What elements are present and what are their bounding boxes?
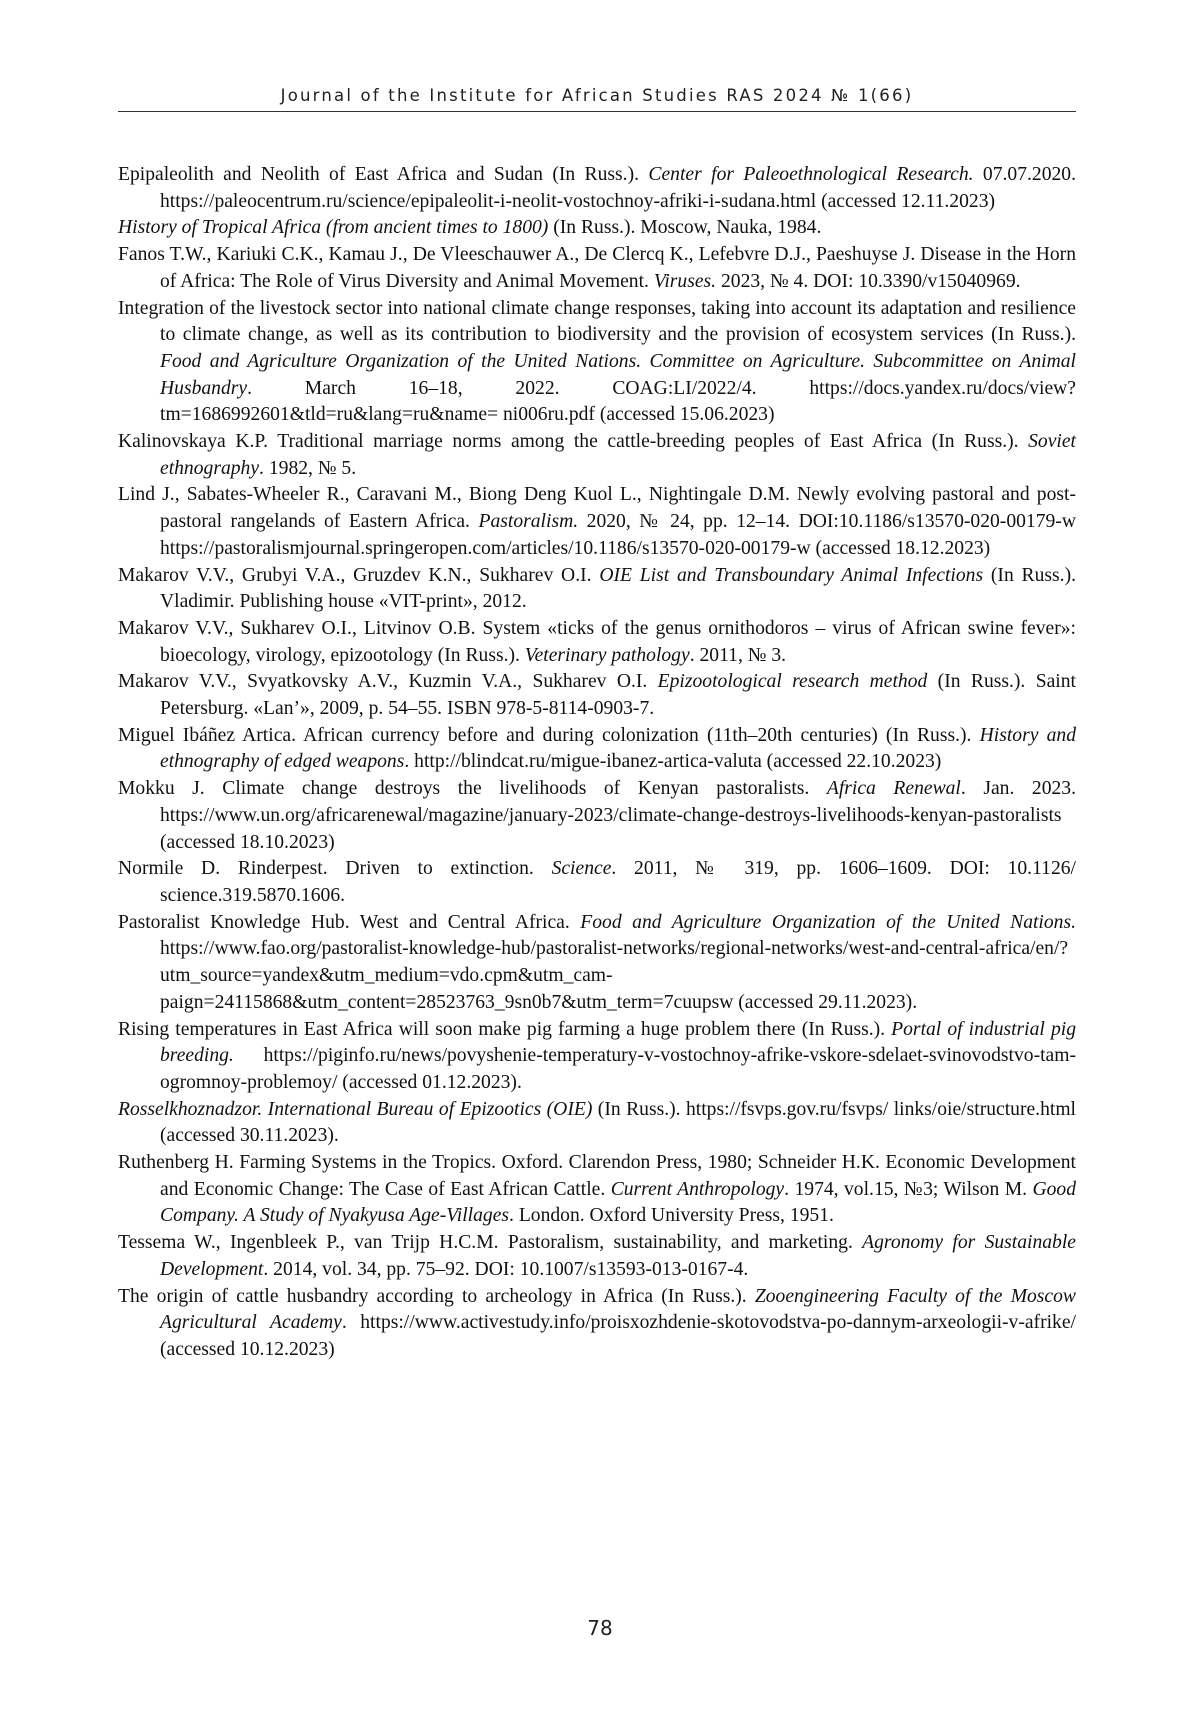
reference-text: 2020, № 24, pp. 12–14. DOI:10.1186/s13570-020-00179-w https://pastoralismjournal.springeropen.com/articles/10.1186/s13570-020-00179-w (accessed 18.12.2023) [160, 511, 1076, 559]
reference-entry [118, 776, 1076, 856]
reference-text: . 1982, № 5. [259, 457, 357, 479]
reference-text: Makarov V.V., Grubyi V.A., Gruzdev K.N., Sukharev O.I. [118, 564, 600, 586]
reference-text: . http://blindcat.ru/migue-ibanez-artica-valuta (accessed 22.10.2023) [404, 751, 942, 773]
reference-text: . 1974, vol.15, №3; Wilson M. [784, 1178, 1033, 1200]
reference-text: (In Russ.). https://fsvps.gov.ru/fsvps/ links/oie/structure.html (accessed 30.11.2023). [160, 1098, 1077, 1147]
reference-text: 07.07.2020. https://paleocentrum.ru/science/epipaleolit-i-neolit-vostochnoy-afriki-i-sudana.html (accessed 12.11.2023) [160, 164, 1077, 212]
reference-entry [118, 563, 1076, 616]
reference-italic-text: Zooengineering Faculty of the Moscow Agricultural Academy [160, 1285, 1076, 1334]
reference-text: (In Russ.). Saint Petersburg. «Lan’», 2009, p. 54–55. ISBN 978-5-8114-0903-7. [160, 671, 1076, 720]
reference-text: (In Russ.). Moscow, Nauka, 1984. [548, 217, 822, 239]
reference-entry [118, 616, 1076, 669]
reference-entry [118, 242, 1076, 295]
reference-text: . London. Oxford University Press, 1951. [509, 1205, 834, 1227]
reference-entry [118, 669, 1076, 722]
reference-entry [118, 1097, 1076, 1150]
reference-italic-text: Center for Paleoethnological Research. [648, 164, 974, 185]
reference-entry [118, 162, 1076, 215]
reference-text: https://piginfo.ru/news/povyshenie-temperatury-v-vostochnoy-afrike-vskore-sdelaet-svinovodstvo-tam-ogromnoy-problemoy/ (accessed 01.12.2023). [160, 1045, 1076, 1093]
reference-italic-text: Good Company. A Study of Nyakyusa Age-Villages [160, 1178, 1076, 1227]
reference-text: . 2011, № 319, pp. 1606–1609. DOI: 10.1126/ science.319.5870.1606. [160, 858, 1076, 906]
reference-text: Kalinovskaya K.P. Traditional marriage norms among the cattle-breeding peoples of East Africa (In Russ.). [118, 431, 1029, 453]
reference-italic-text: Agronomy for Sustainable Development [160, 1232, 1076, 1280]
reference-entry [118, 856, 1076, 909]
reference-entry [118, 215, 1076, 242]
reference-text: Integration of the livestock sector into national climate change responses, taking into account its adaptation and resilience to climate change, as well as its contribution to biodiversity and the provision of ecosystem services (In Russ.). [118, 297, 1076, 346]
reference-text: Rising temperatures in East Africa will soon make pig farming a huge problem there (In Russ.). [118, 1018, 892, 1040]
reference-text: The origin of cattle husbandry according to archeology in Africa (In Russ.). [118, 1285, 755, 1307]
reference-italic-text: Food and Agriculture Organization of the United Nations. [580, 911, 1076, 933]
reference-text: Normile D. Rinderpest. Driven to extinction. [118, 858, 552, 880]
page-number: 78 [587, 1616, 613, 1640]
reference-italic-text: Food and Agriculture Organization of the United Nations. Committee on Agriculture. Subcommittee on Animal Husbandry [160, 350, 1076, 399]
reference-text: . 2014, vol. 34, pp. 75–92. DOI: 10.1007/s13593-013-0167-4. [263, 1258, 749, 1280]
reference-list [118, 162, 1076, 1364]
reference-entry [118, 482, 1076, 562]
reference-italic-text: Soviet ethnography [160, 431, 1076, 479]
reference-entry [118, 1017, 1076, 1097]
reference-entry [118, 910, 1076, 1017]
reference-text: 2023, № 4. DOI: 10.3390/v15040969. [716, 270, 1021, 292]
reference-italic-text: Science [551, 858, 612, 880]
reference-italic-text: Viruses. [653, 270, 717, 292]
reference-italic-text: Pastoralism. [478, 511, 579, 533]
reference-italic-text: OIE List and Transboundary Animal Infections [599, 564, 984, 586]
reference-text: Fanos T.W., Kariuki C.K., Kamau J., De Vleeschauwer A., De Clercq K., Lefebvre D.J., Paeshuyse J. Disease in the Horn of Africa: The Role of Virus Diversity and Animal Movement. [118, 244, 1076, 292]
journal-header: Journal of the Institute for African Studies RAS 2024 № 1(66) [118, 86, 1076, 112]
reference-italic-text: History and ethnography of edged weapons [160, 724, 1076, 773]
reference-text: Pastoralist Knowledge Hub. West and Central Africa. [118, 911, 581, 933]
reference-text: . March 16–18, 2022. COAG:LI/2022/4. https://docs.yandex.ru/docs/view?tm=1686992601&tld=ru&lang=ru&name= ni006ru.pdf (accessed 15.06.2023) [160, 377, 1076, 426]
reference-text: . https://www.activestudy.info/proisxozhdenie-skotovodstva-po-dannym-arxeologii-v-afrike/ (accessed 10.12.2023) [160, 1312, 1076, 1360]
reference-italic-text: Rosselkhoznadzor. International Bureau of Epizootics (OIE) [118, 1098, 593, 1120]
reference-text: Mokku J. Climate change destroys the livelihoods of Kenyan pastoralists. [118, 778, 827, 800]
reference-italic-text: Africa Renewal [826, 778, 961, 800]
reference-italic-text: Epizootological research method [657, 671, 928, 693]
reference-entry [118, 723, 1076, 776]
reference-text: Makarov V.V., Svyatkovsky A.V., Kuzmin V.A., Sukharev O.I. [118, 671, 658, 693]
reference-text: https://www.fao.org/pastoralist-knowledge-hub/pastoralist-networks/regional-networks/west-and-central-africa/en/?utm_source=yandex&utm_medium=vdo.cpm&utm_cam-paign=24115868&utm_content=28523763_9sn0b7&utm_term=7cuupsw (accessed 29.11.2023). [160, 938, 1069, 1013]
reference-text: Miguel Ibáñez Artica. African currency before and during colonization (11th–20th centuries) (In Russ.). [118, 724, 980, 746]
reference-italic-text: History of Tropical Africa (from ancient times to 1800) [118, 217, 549, 239]
reference-text: Makarov V.V., Sukharev O.I., Litvinov O.B. System «ticks of the genus ornithodoros – virus of African swine fever»: bioecology, virology, epizootology (In Russ.). [118, 617, 1076, 666]
reference-entry [118, 1230, 1076, 1283]
reference-text: . 2011, № 3. [689, 644, 787, 666]
reference-italic-text: Current Anthropology [610, 1178, 785, 1200]
reference-text: (In Russ.). Vladimir. Publishing house «VIT-print», 2012. [160, 564, 1076, 613]
reference-entry [118, 429, 1076, 482]
reference-text: Ruthenberg H. Farming Systems in the Tropics. Oxford. Clarendon Press, 1980; Schneider H.K. Economic Development and Economic Change: The Case of East African Cattle. [118, 1152, 1076, 1200]
reference-text: Tessema W., Ingenbleek P., van Trijp H.C.M. Pastoralism, sustainability, and marketing. [118, 1232, 863, 1254]
reference-text: Epipaleolith and Neolith of East Africa and Sudan (In Russ.). [118, 164, 649, 185]
reference-entry [118, 1150, 1076, 1230]
reference-entry [118, 296, 1076, 430]
reference-text: Lind J., Sabates-Wheeler R., Caravani M., Biong Deng Kuol L., Nightingale D.M. Newly evolving pastoral and post-pastoral rangelands of Eastern Africa. [118, 484, 1076, 533]
reference-italic-text: Veterinary pathology [524, 644, 690, 666]
reference-text: . Jan. 2023. https://www.un.org/africarenewal/magazine/january-2023/climate-change-destroys-livelihoods-kenyan-pastoralists (accessed 18.10.2023) [160, 778, 1077, 853]
reference-entry [118, 1284, 1076, 1364]
reference-italic-text: Portal of industrial pig breeding. [160, 1018, 1076, 1067]
